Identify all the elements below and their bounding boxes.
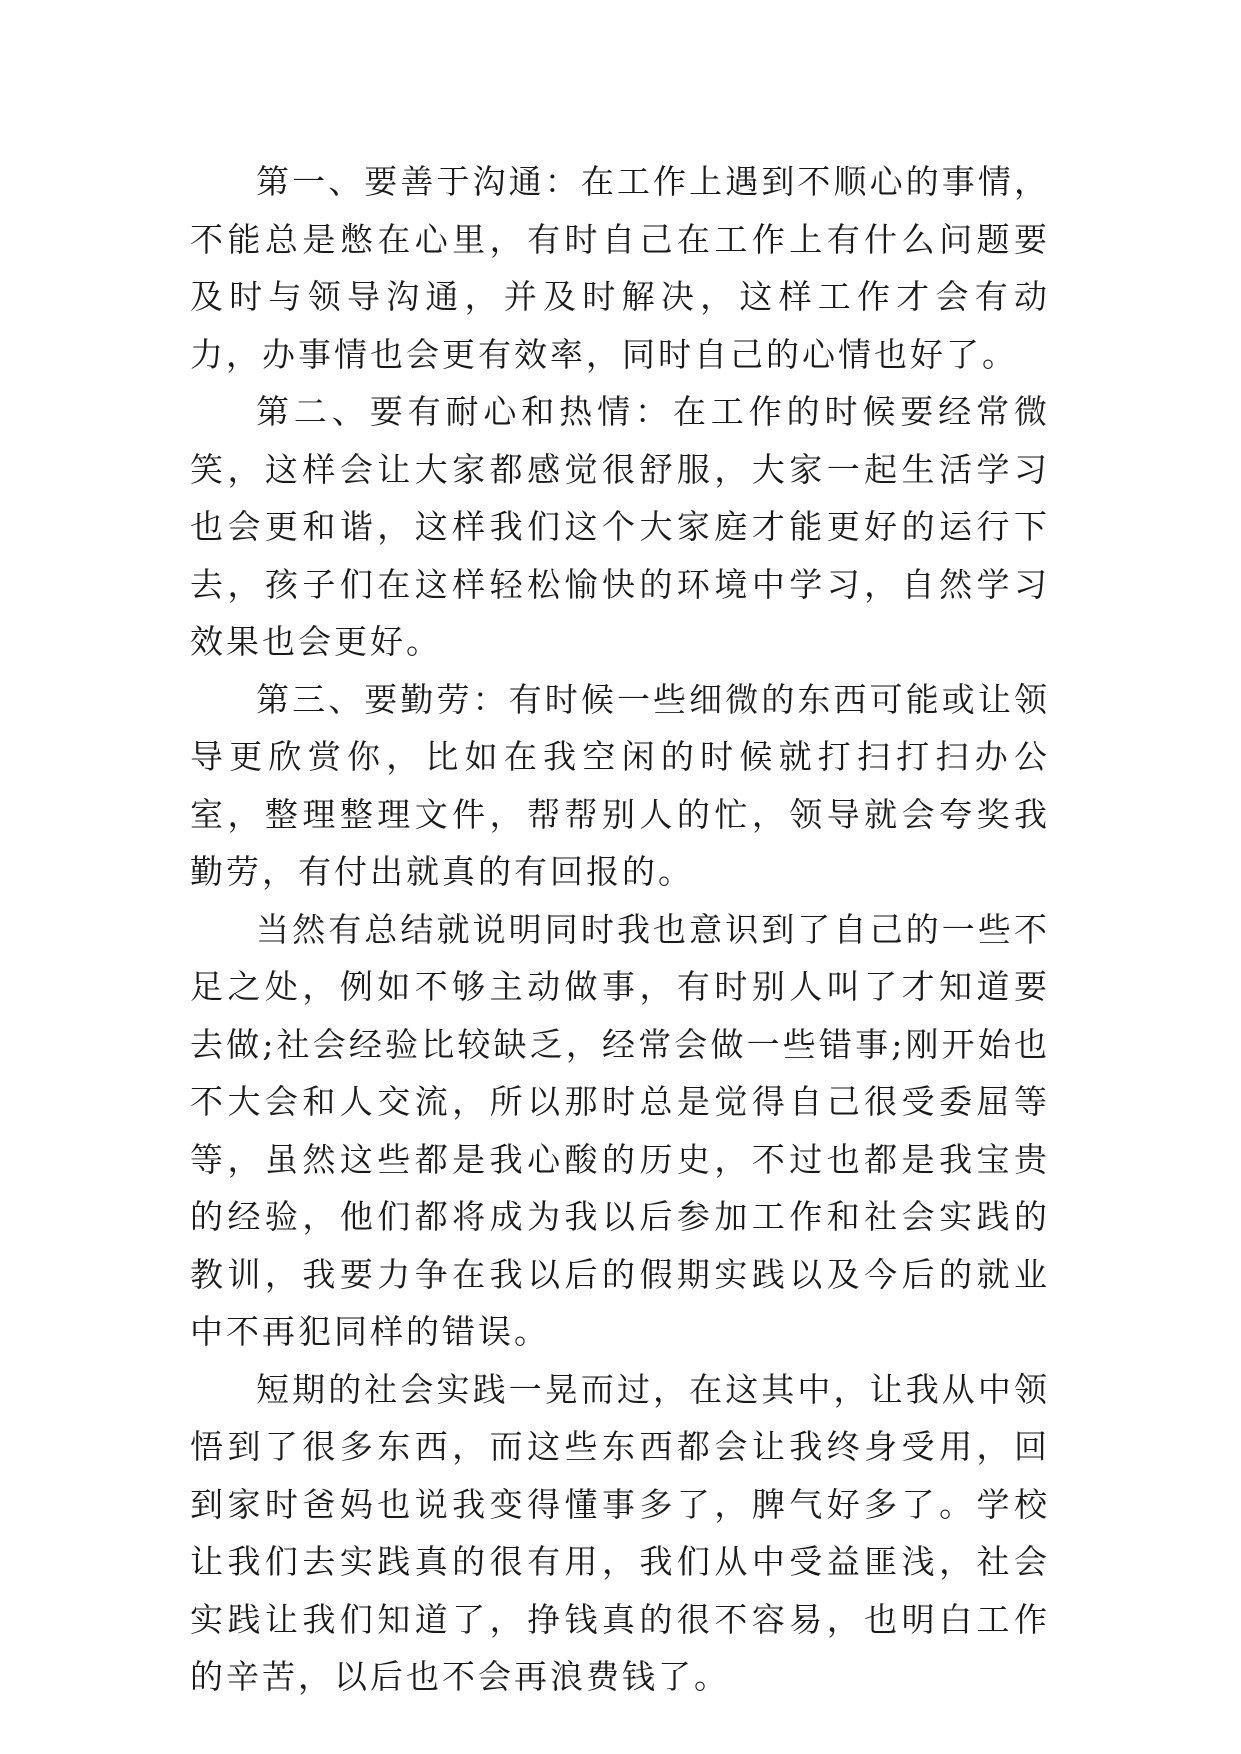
paragraph-shortcomings: 当然有总结就说明同时我也意识到了自己的一些不足之处，例如不够主动做事，有时别人叫了才知道要去做;社会经验比较缺乏，经常会做一些错事;刚开始也不大会和人交流，所以那时总是觉得自己很受委屈等等，虽然这些都是我心酸的历史，不过也都是我宝贵的经验，他们都将成为我以后参加工作和社会实践的教训，我要力争在我以后的假期实践以及今后的就业中不再犯同样的错误。 (190, 909, 1050, 1351)
paragraph-diligence: 第三、要勤劳：有时候一些细微的东西可能或让领导更欣赏你，比如在我空闲的时候就打扫打扫办公室，整理整理文件，帮帮别人的忙，领导就会夸奖我勤劳，有付出就真的有回报的。 (190, 679, 1050, 891)
paragraph-communication: 第一、要善于沟通：在工作上遇到不顺心的事情，不能总是憋在心里，有时自己在工作上有什么问题要及时与领导沟通，并及时解决，这样工作才会有动力，办事情也会更有效率，同时自己的心情也好了。 (190, 162, 1050, 374)
paragraph-patience: 第二、要有耐心和热情：在工作的时候要经常微笑，这样会让大家都感觉很舒服，大家一起生活学习也会更和谐，这样我们这个大家庭才能更好的运行下去，孩子们在这样轻松愉快的环境中学习，自然学习效果也会更好。 (190, 392, 1050, 661)
document-body (190, 153, 1050, 1706)
paragraph-conclusion: 短期的社会实践一晃而过，在这其中，让我从中领悟到了很多东西，而这些东西都会让我终身受用，回到家时爸妈也说我变得懂事多了，脾气好多了。学校让我们去实践真的很有用，我们从中受益匪浅，社会实践让我们知道了，挣钱真的很不容易，也明白工作的辛苦，以后也不会再浪费钱了。 (190, 1369, 1050, 1696)
